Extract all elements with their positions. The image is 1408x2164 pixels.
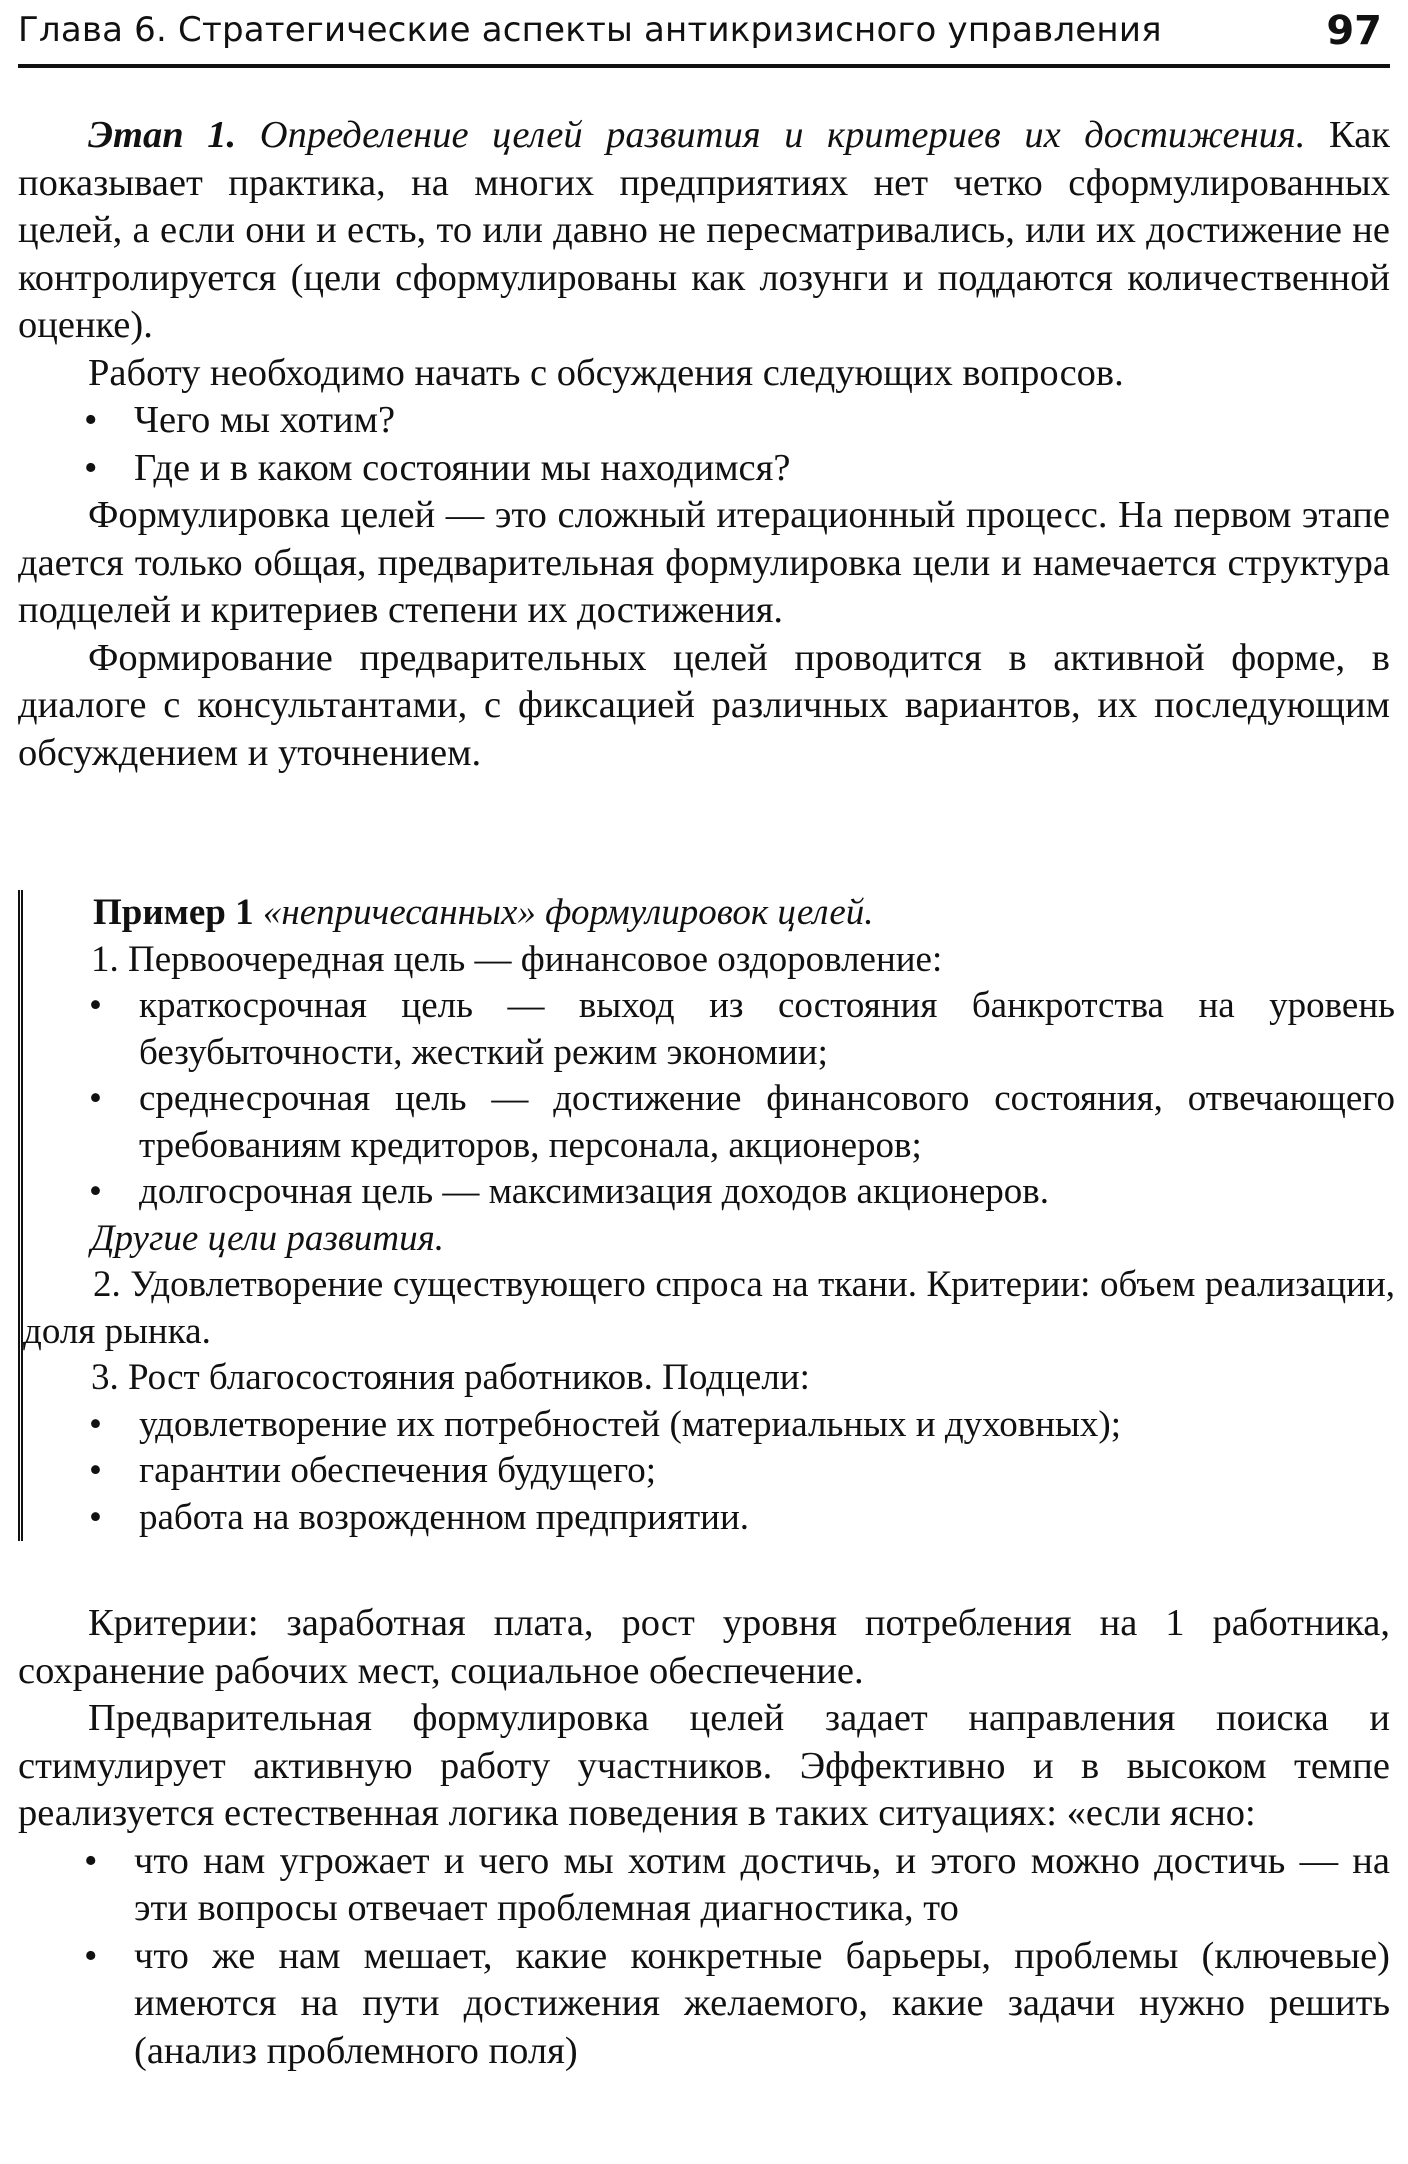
item1-bullets bbox=[23, 983, 1395, 1216]
stage-label: Этап 1. bbox=[88, 114, 237, 156]
stage-section bbox=[18, 112, 1390, 777]
questions-intro: Работу необходимо начать с обсуждения следующих вопросов. bbox=[88, 351, 1124, 394]
example-item-3: 3. Рост благосостояния работников. Подцели: bbox=[91, 1357, 810, 1398]
other-goals-heading: Другие цели развития. bbox=[91, 1217, 445, 1259]
running-header bbox=[18, 8, 1390, 68]
list-item: • что же нам мешает, какие конкретные барьеры, проблемы (ключевые) имеются на пути достижения желаемого, какие задачи нужно решить (анализ проблемного поля) bbox=[18, 1933, 1390, 2076]
page-number: 97 bbox=[1326, 8, 1382, 54]
formulation-paragraph: Формулировка целей — это сложный итерационный процесс. На первом этапе дается только общая, предварительная формулировка цели и намечается структура подцелей и критериев степени их достижения. bbox=[18, 494, 1390, 631]
criteria-paragraph: Критерии: заработная плата, рост уровня потребления на 1 работника, сохранение рабочих мест, социальное обеспечение. bbox=[18, 1602, 1390, 1692]
stage-title: Определение целей развития и критериев их достижения. bbox=[259, 114, 1306, 156]
list-item: • гарантии обеспечения будущего; bbox=[23, 1448, 1395, 1495]
example-item-2: 2. Удовлетворение существующего спроса на ткани. Критерии: объем реализации, доля рынка. bbox=[23, 1264, 1395, 1352]
list-item: • среднесрочная цель — достижение финансового состояния, отвечающего требованиям кредиторов, персонала, акционеров; bbox=[23, 1076, 1395, 1169]
list-item: • работа на возрожденном предприятии. bbox=[23, 1495, 1395, 1542]
questions-list bbox=[18, 397, 1390, 492]
logic-bullets bbox=[18, 1838, 1390, 2076]
example-title bbox=[23, 890, 1395, 937]
item3-bullets bbox=[23, 1402, 1395, 1542]
example-label: Пример 1 bbox=[93, 892, 254, 933]
example-item-1: 1. Первоочередная цель — финансовое оздоровление: bbox=[91, 938, 943, 980]
example-subtitle: «непричесанных» формулировок целей. bbox=[262, 892, 874, 933]
list-item: • Чего мы хотим? bbox=[18, 397, 1390, 445]
list-item: • что нам угрожает и чего мы хотим достичь, и этого можно достичь — на эти вопросы отвечает проблемная диагностика, то bbox=[18, 1838, 1390, 1933]
stage-paragraph bbox=[18, 112, 1390, 350]
chapter-title: Глава 6. Стратегические аспекты антикризисного управления bbox=[18, 10, 1162, 50]
list-item: • Где и в каком состоянии мы находимся? bbox=[18, 445, 1390, 493]
stage-intro: Как показывает практика, на многих предприятиях нет четко сформулированных целей, а если они и есть, то или давно не пересматривались, или их достижение не контролируется (цели сформулированы как лозунги и поддаются количественной оценке). bbox=[18, 114, 1391, 346]
list-item: • долгосрочная цель — максимизация доходов акционеров. bbox=[23, 1169, 1395, 1216]
example-box bbox=[18, 890, 1395, 1541]
list-item: • краткосрочная цель — выход из состояния банкротства на уровень безубыточности, жесткий режим экономии; bbox=[23, 983, 1395, 1076]
forming-paragraph: Формирование предварительных целей проводится в активной форме, в диалоге с консультантами, с фиксацией различных вариантов, их последующим обсуждением и уточнением. bbox=[18, 636, 1390, 774]
after-example-section bbox=[18, 1600, 1390, 2075]
list-item: • удовлетворение их потребностей (материальных и духовных); bbox=[23, 1402, 1395, 1449]
preliminary-paragraph: Предварительная формулировка целей задает направления поиска и стимулирует активную работу участников. Эффективно и в высоком темпе реализуется естественная логика поведения в таких ситуациях: «если ясно: bbox=[18, 1697, 1390, 1834]
